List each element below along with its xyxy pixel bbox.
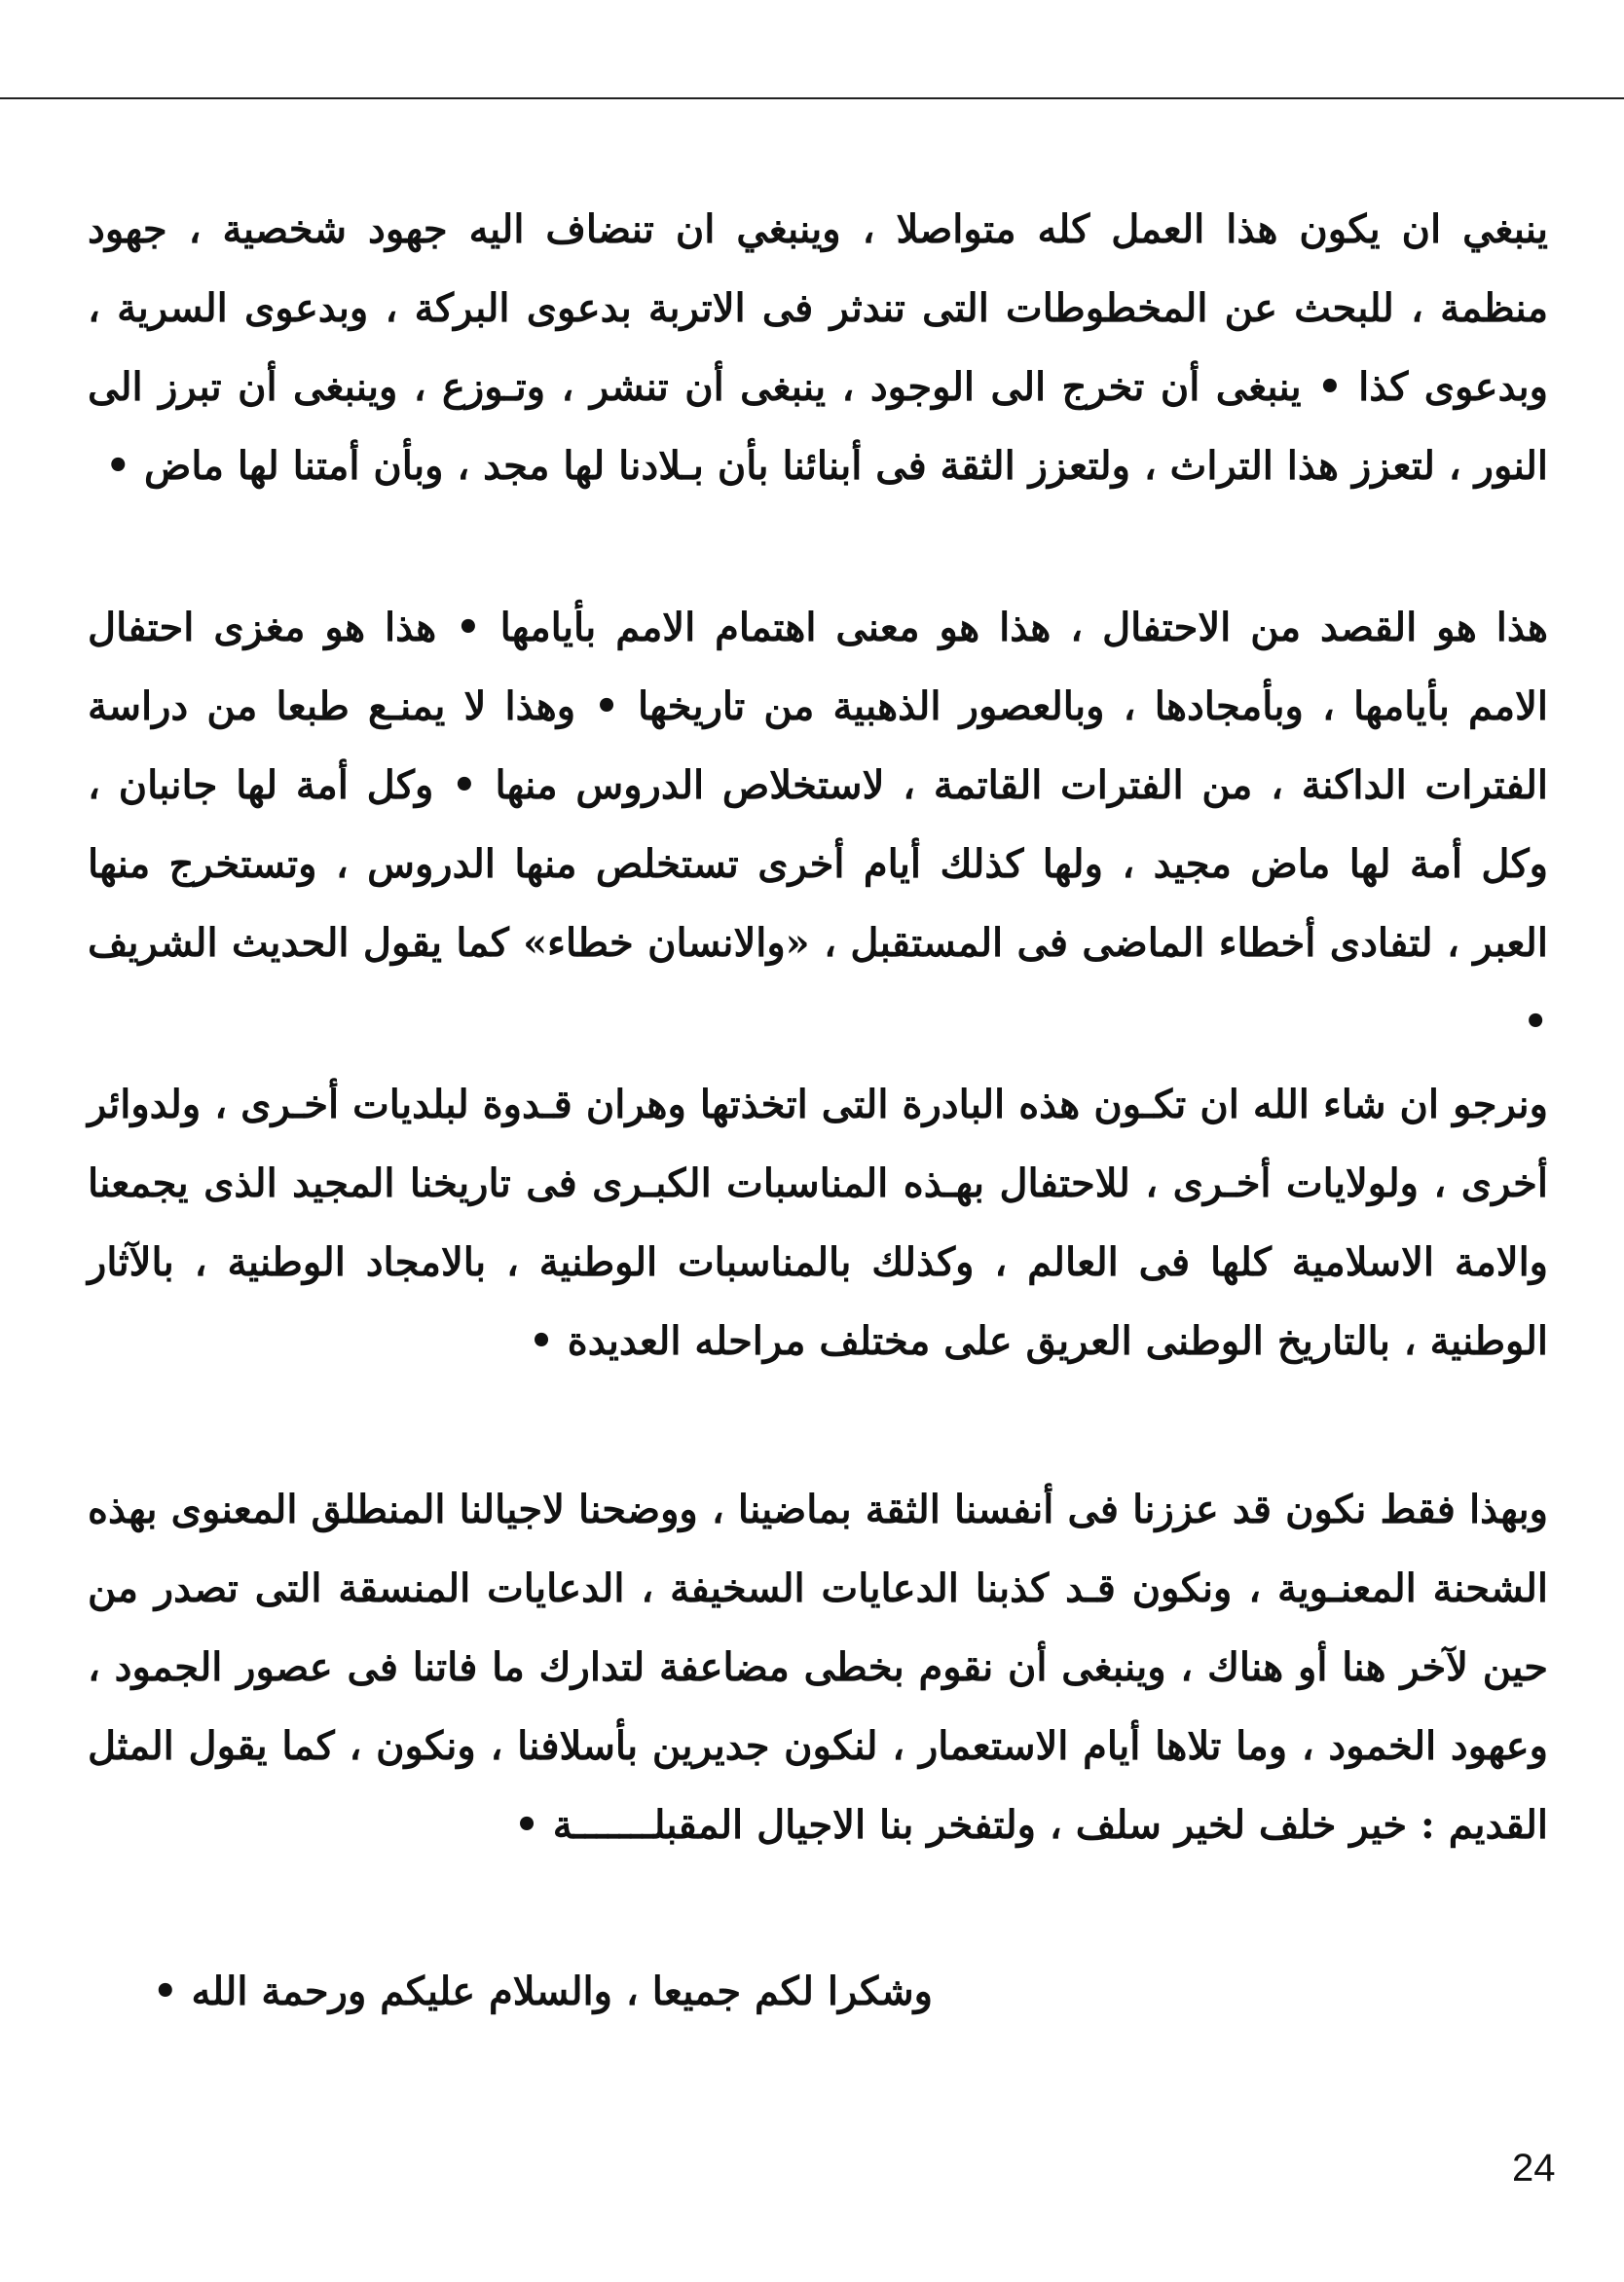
paragraph-3: ونرجو ان شاء الله ان تكـون هذه البادرة التى اتخذتها وهران قـدوة لبلديات أخـرى ، ولدوائر أخرى ، ولولايات أخـرى ، للاحتفال بهـذه المناسبات الكبـرى فى تاريخنا المجيد الذى يجمعنا والامة الاسلامية كلها فى العالم ، وكذلك بالمناسبات الوطنية ، بالامجاد الوطنية ، بالآثار الوطنية ، بالتاريخ الوطنى العريق على مختلف مراحله العديدة • (88, 1082, 1549, 1364)
closing-line: وشكرا لكم جميعا ، والسلام عليكم ورحمة الله • (152, 1969, 933, 2014)
paragraph-4: وبهذا فقط نكون قد عززنا فى أنفسنا الثقة بماضينا ، ووضحنا لاجيالنا المنطلق المعنوى بهذه الشحنة المعنـوية ، ونكون قـد كذبنا الدعايات السخيفة ، الدعايات المنسقة التى تصدر من حين لآخر هنا أو هناك ، وينبغى أن نقوم بخطى مضاعفة لتدارك ما فاتنا فى عصور الجمود ، وعهود الخمود ، وما تلاها أيام الاستعمار ، لنكون جديرين بأسلافنا ، ونكون ، كما يقول المثل القديم : خير خلف لخير سلف ، ولتفخر بنا الاجيال المقبلـــــــة • (88, 1487, 1549, 1848)
paragraph-2: هذا هو القصد من الاحتفال ، هذا هو معنى اهتمام الامم بأيامها • هذا هو مغزى احتفال الامم بأيامها ، وبأمجادها ، وبالعصور الذهبية من تاريخها • وهذا لا يمنـع طبعا من دراسة الفترات الداكنة ، من الفترات القاتمة ، لاستخلاص الدروس منها • وكل أمة لها جانبان ، وكل أمة لها ماض مجيد ، ولها كذلك أيام أخرى تستخلص منها الدروس ، وتستخرج منها العبر ، لتفادى أخطاء الماضى فى المستقبل ، «والانسان خطاء» كما يقول الحديث الشريف • (88, 605, 1548, 1045)
page-number: 24 (1512, 2147, 1556, 2190)
paragraph-1: ينبغي ان يكون هذا العمل كله متواصلا ، وينبغي ان تنضاف اليه جهود شخصية ، جهود منظمة ، للبحث عن المخطوطات التى تندثر فى الاتربة بدعوى البركة ، وبدعوى السرية ، وبدعوى كذا • ينبغى أن تخرج الى الوجود ، ينبغى أن تنشر ، وتـوزع ، وينبغى أن تبرز الى النور ، لتعزز هذا التراث ، ولتعزز الثقة فى أبنائنا بأن بـلادنا لها مجد ، وبأن أمتنا لها ماض • (88, 206, 1549, 489)
header-rule (0, 97, 1624, 99)
